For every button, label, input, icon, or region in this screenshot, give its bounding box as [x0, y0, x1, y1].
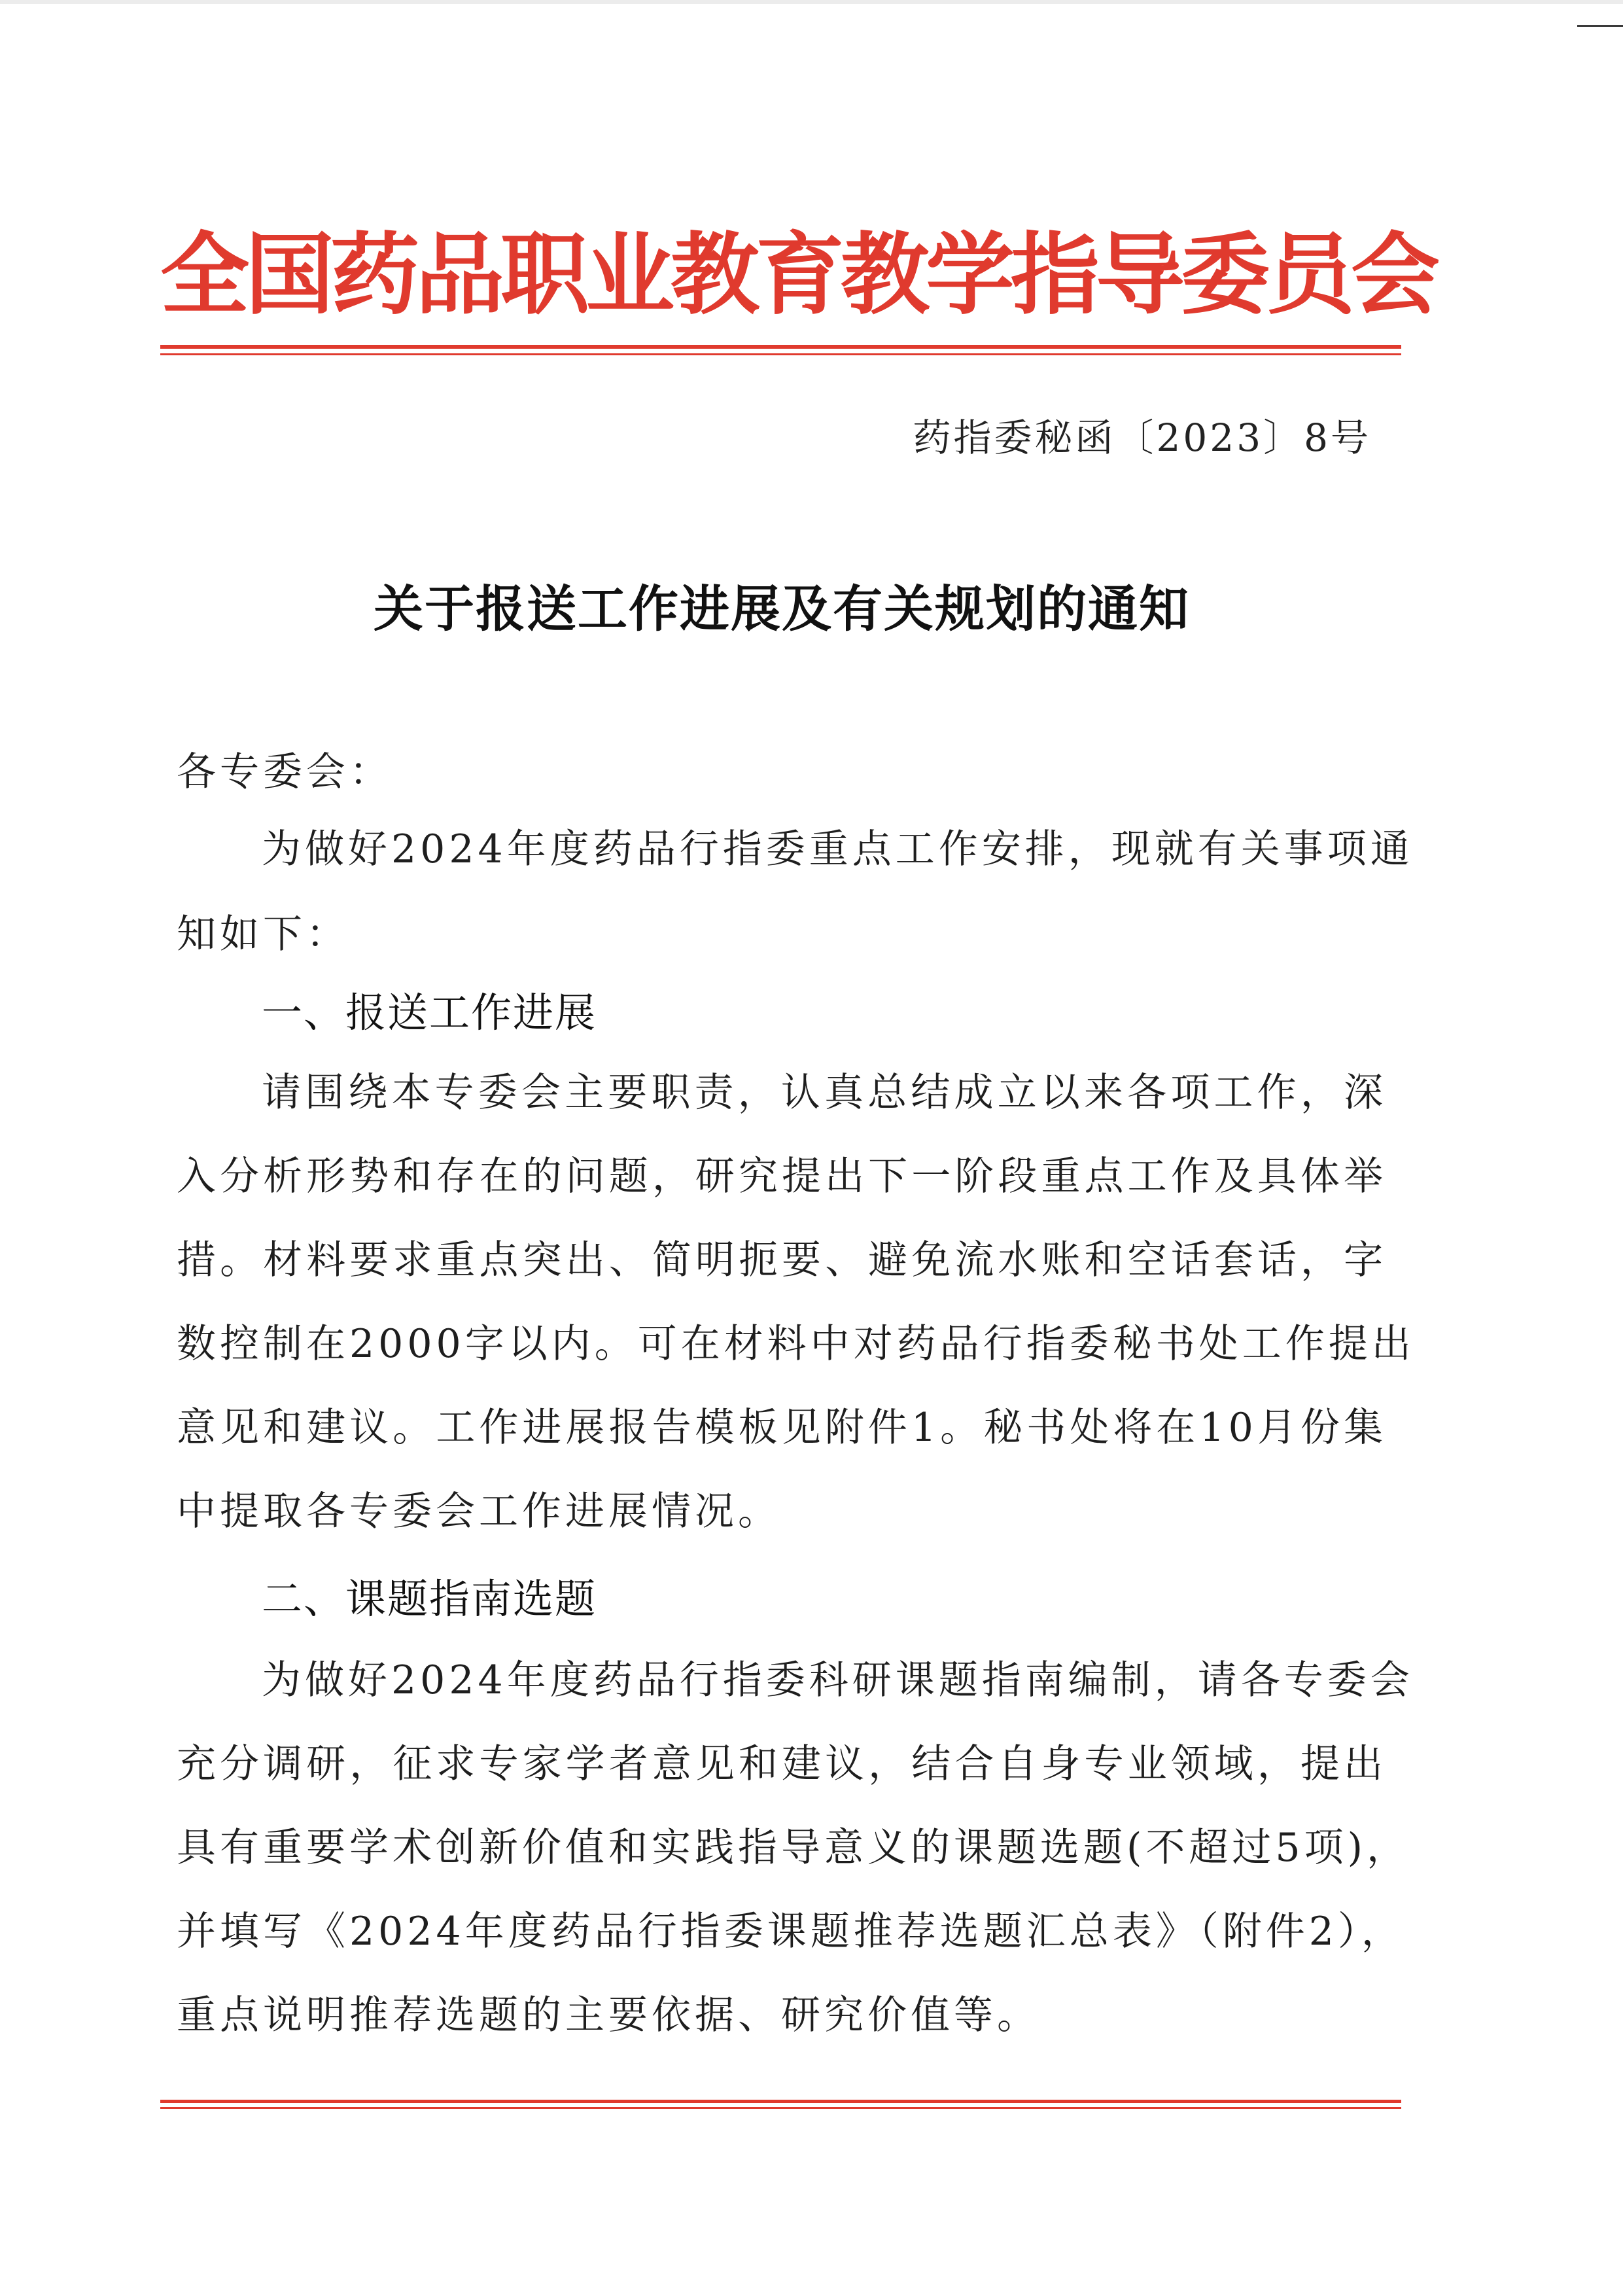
salutation: 各专委会： [177, 749, 393, 795]
footer-red-rule [160, 2100, 1401, 2103]
section-2-line: 为做好2024年度药品行指委科研课题指南编制，请各专委会 [262, 1657, 1414, 1703]
scan-mark [1577, 25, 1623, 27]
section-1-line: 措。材料要求重点突出、简明扼要、避免流水账和空话套话，字 [177, 1237, 1387, 1283]
section-2-line: 充分调研，征求专家学者意见和建议，结合自身专业领域，提出 [177, 1741, 1387, 1787]
section-2-line: 重点说明推荐选题的主要依据、研究价值等。 [177, 1992, 1040, 2038]
section-1-line: 中提取各专委会工作进展情况。 [177, 1489, 781, 1534]
section-2-line: 并填写《2024年度药品行指委课题推荐选题汇总表》（附件2）， [177, 1909, 1405, 1954]
letterhead-red-rule [160, 345, 1401, 349]
section-2-line: 具有重要学术创新价值和实践指导意义的课题选题(不超过5项)， [177, 1825, 1410, 1871]
intro-line: 知如下： [177, 911, 349, 957]
section-1-line: 数控制在2000字以内。可在材料中对药品行指委秘书处工作提出 [177, 1321, 1415, 1367]
intro-line: 为做好2024年度药品行指委重点工作安排，现就有关事项通 [262, 826, 1414, 872]
letterhead-org-name: 全国药品职业教育教学指导委员会 [160, 222, 1436, 327]
scan-edge [0, 0, 1623, 4]
section-1-line: 意见和建议。工作进展报告模板见附件1。秘书处将在10月份集 [177, 1405, 1387, 1451]
section-1-line: 请围绕本专委会主要职责，认真总结成立以来各项工作，深 [262, 1070, 1387, 1116]
page-title: 关于报送工作进展及有关规划的通知 [374, 580, 1190, 638]
section-heading-1: 一、报送工作进展 [262, 989, 597, 1036]
section-1-line: 入分析形势和存在的问题，研究提出下一阶段重点工作及具体举 [177, 1154, 1387, 1199]
letterhead-red-rule-thin [160, 353, 1401, 355]
footer-red-rule-thin [160, 2107, 1401, 2109]
section-heading-2: 二、课题指南选题 [262, 1575, 597, 1623]
document-number: 药指委秘函〔2023〕8号 [913, 415, 1371, 460]
